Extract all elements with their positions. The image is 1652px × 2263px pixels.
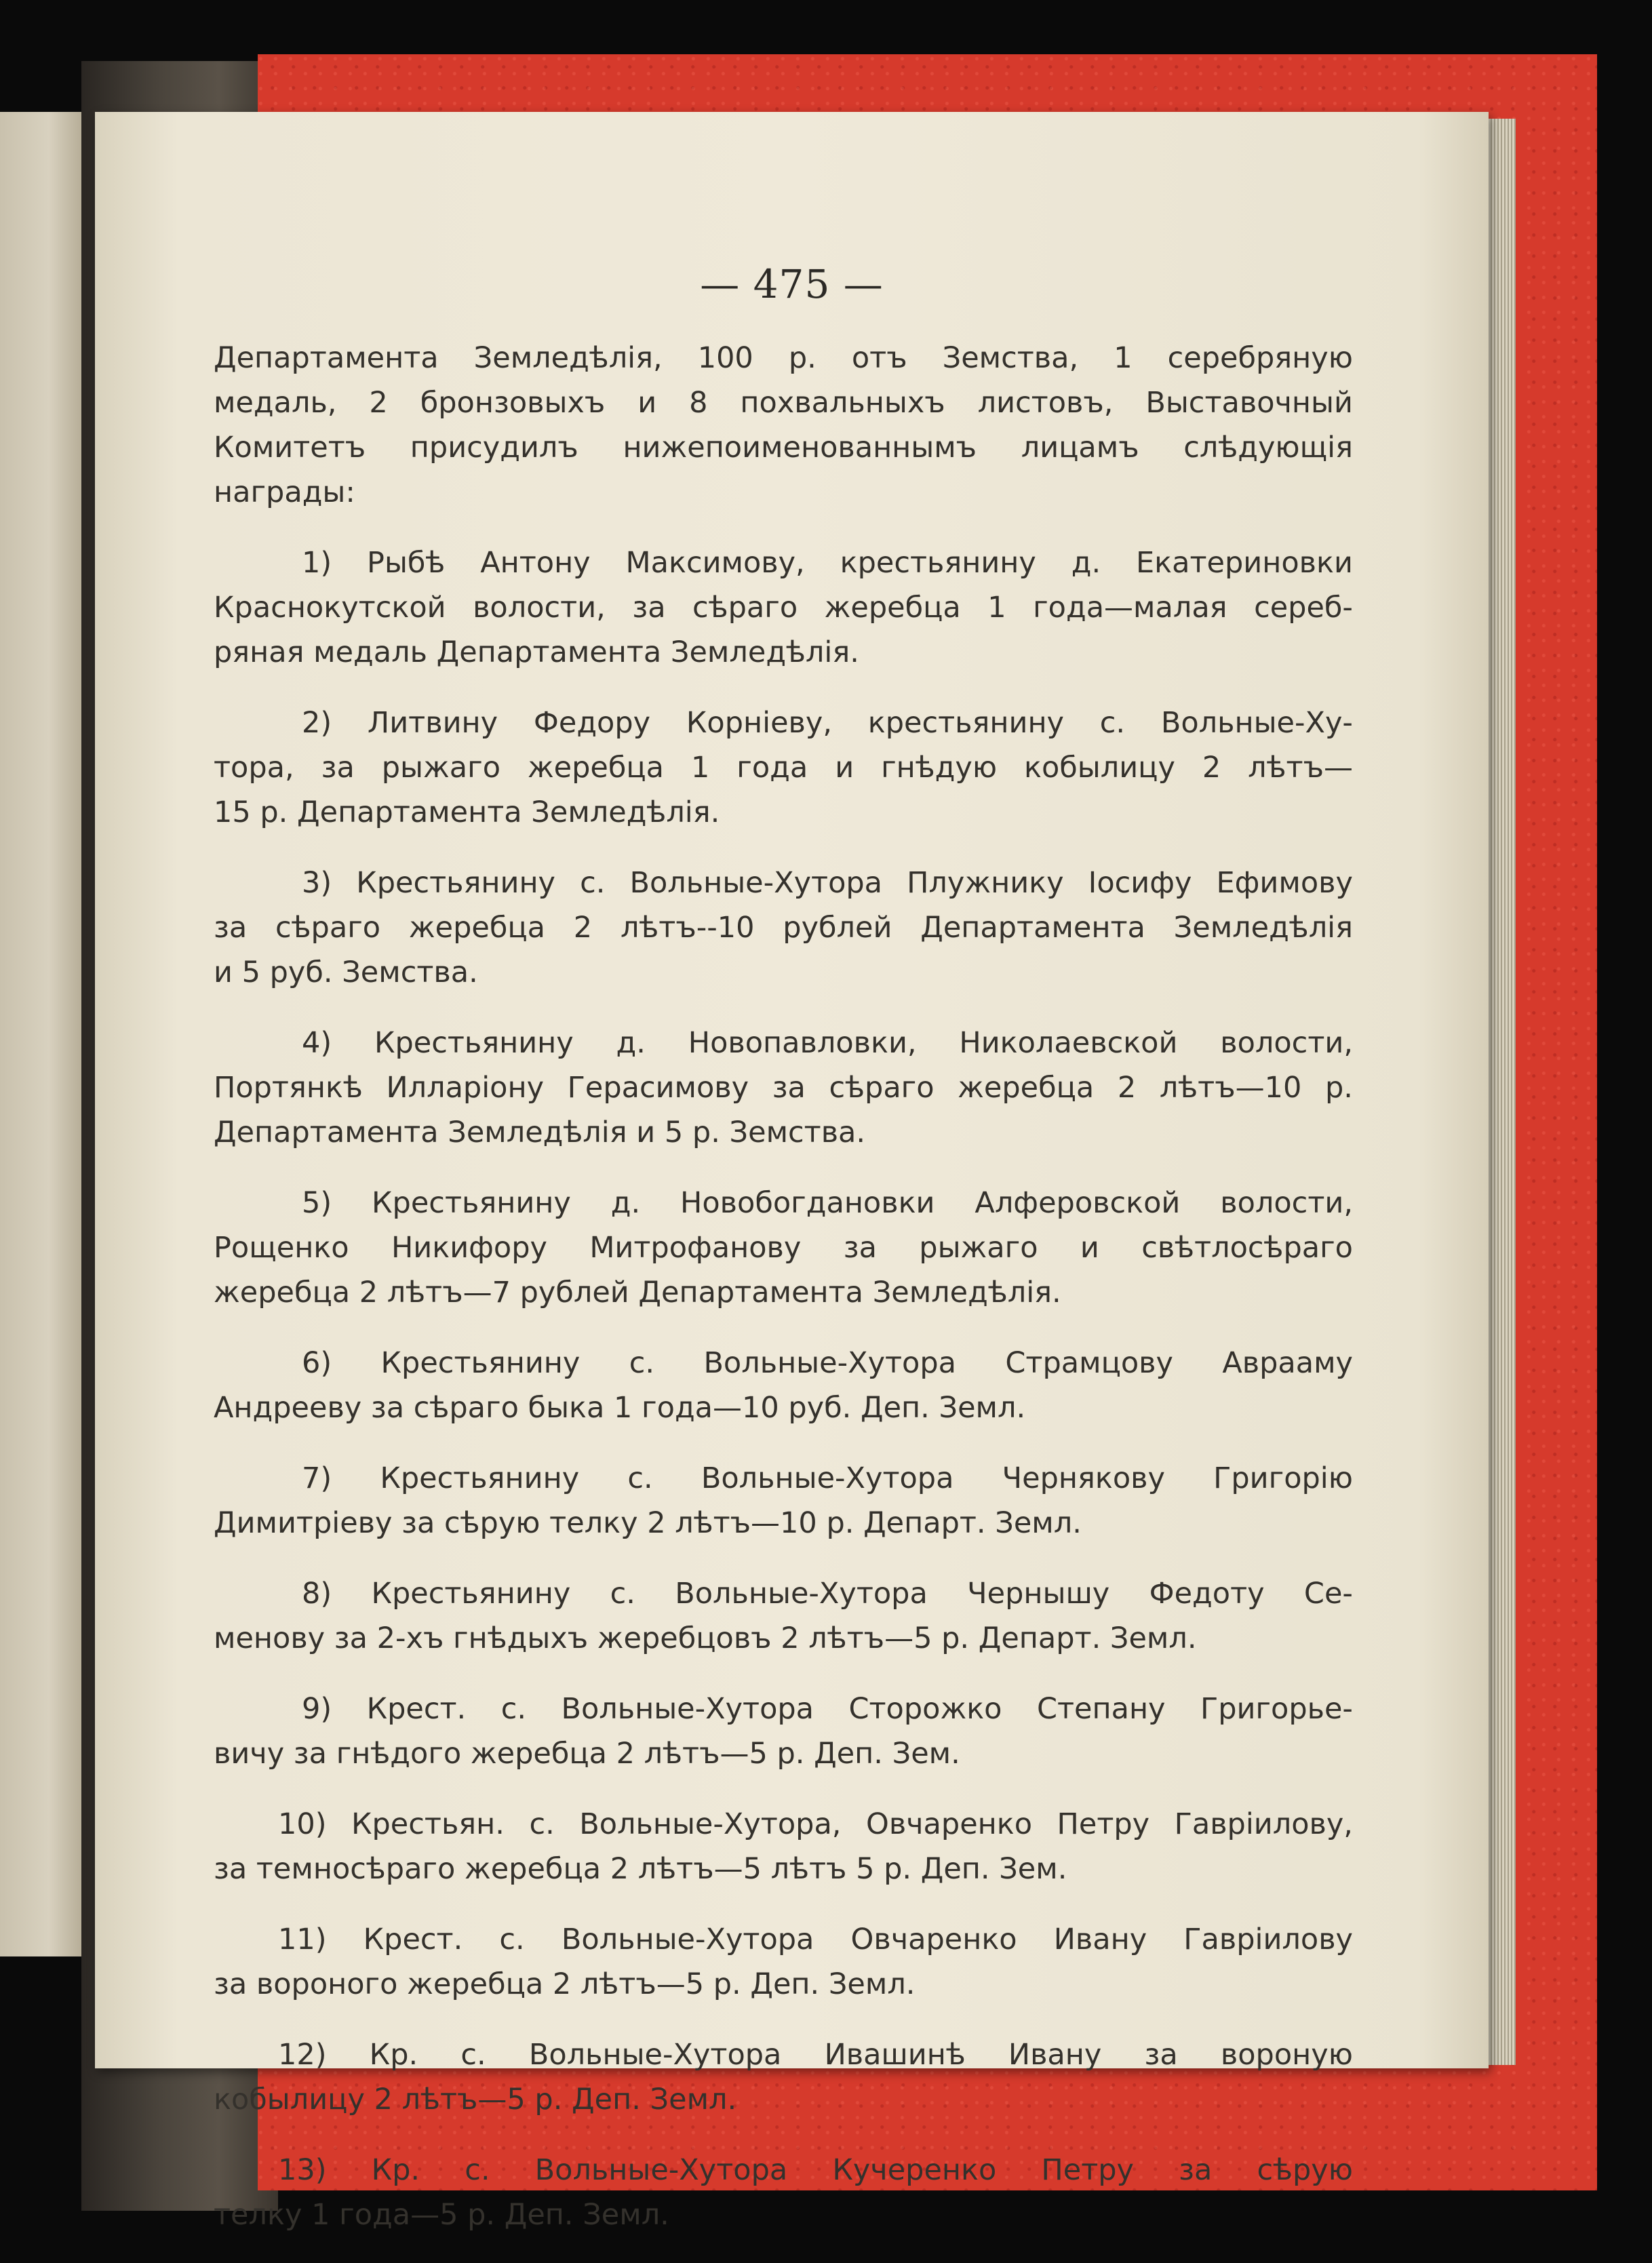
text-line: Андрееву за сѣраго быка 1 года—10 руб. Деп. Земл. (214, 1391, 1026, 1425)
text-line: и 5 руб. Земства. (214, 956, 478, 989)
text-line: 8) Крестьянину с. Вольные-Хутора Чернышу Федоту Се- (302, 1577, 1353, 1611)
paragraph (214, 1181, 1353, 1315)
text-line: кобылицу 2 лѣтъ—5 р. Деп. Земл. (214, 2083, 737, 2117)
text-line: Рощенко Никифору Митрофанову за рыжаго и свѣтлосѣраго (214, 1231, 1353, 1265)
text-line: 3) Крестьянину с. Вольные-Хутора Плужнику Іосифу Ефимову (302, 866, 1353, 900)
text-line: 11) Крест. с. Вольные-Хутора Овчаренко Ивану Гавріилову (278, 1923, 1353, 1956)
text-line: Комитетъ присудилъ нижепоименованнымъ лицамъ слѣдующія (214, 431, 1353, 465)
paragraph (214, 1341, 1353, 1430)
text-line: Департамента Земледѣлія и 5 р. Земства. (214, 1116, 866, 1149)
paragraph (214, 2148, 1353, 2237)
text-line: 10) Крестьян. с. Вольные-Хутора, Овчаренко Петру Гавріилову, (278, 1807, 1353, 1841)
text-line: 12) Кр. с. Вольные-Хутора Ивашинѣ Ивану за вороную (278, 2038, 1353, 2072)
text-line: за сѣраго жеребца 2 лѣтъ--10 рублей Департамента Земледѣлія (214, 911, 1353, 945)
paragraph (214, 1456, 1353, 1546)
paragraph (214, 861, 1353, 995)
text-line: Департамента Земледѣлія, 100 р. отъ Земства, 1 серебряную (214, 341, 1353, 375)
text-line: ряная медаль Департамента Земледѣлія. (214, 635, 859, 669)
text-line: 1) Рыбѣ Антону Максимову, крестьянину д. Екатериновки (302, 546, 1353, 580)
text-line: 15 р. Департамента Земледѣлія. (214, 795, 720, 829)
paragraph (214, 1802, 1353, 1891)
text-line: Димитріеву за сѣрую телку 2 лѣтъ—10 р. Департ. Земл. (214, 1506, 1082, 1540)
text-line: тора, за рыжаго жеребца 1 года и гнѣдую кобылицу 2 лѣтъ— (214, 751, 1353, 785)
left-page-edge (0, 112, 81, 1956)
text-line: вичу за гнѣдого жеребца 2 лѣтъ—5 р. Деп. Зем. (214, 1737, 960, 1771)
text-line: Портянкѣ Илларіону Герасимову за сѣраго жеребца 2 лѣтъ—10 р. (214, 1071, 1353, 1105)
text-line: менову за 2-хъ гнѣдыхъ жеребцовъ 2 лѣтъ—5 р. Департ. Земл. (214, 1621, 1197, 1655)
text-line: Краснокутской волости, за сѣраго жеребца 1 года—малая сереб- (214, 591, 1353, 625)
text-line: жеребца 2 лѣтъ—7 рублей Департамента Земледѣлія. (214, 1276, 1061, 1310)
paragraph (214, 1021, 1353, 1155)
paragraph (214, 2032, 1353, 2122)
paragraph (214, 1571, 1353, 1661)
text-line: телку 1 года—5 р. Деп. Земл. (214, 2198, 669, 2232)
page-number: — 475 — (700, 261, 884, 307)
paragraph (214, 1917, 1353, 2007)
text-line: награды: (214, 475, 355, 509)
paragraph (214, 1687, 1353, 1776)
paragraph (214, 540, 1353, 675)
paragraph (214, 336, 1353, 515)
text-line: за вороного жеребца 2 лѣтъ—5 р. Деп. Земл. (214, 1967, 916, 2001)
text-line: 7) Крестьянину с. Вольные-Хутора Чернякову Григорію (302, 1461, 1353, 1495)
page-text (214, 336, 1353, 2263)
text-line: за темносѣраго жеребца 2 лѣтъ—5 лѣтъ 5 р. Деп. Зем. (214, 1852, 1067, 1886)
text-line: 6) Крестьянину с. Вольные-Хутора Страмцову Аврааму (302, 1346, 1353, 1380)
text-line: 9) Крест. с. Вольные-Хутора Сторожко Степану Григорье- (302, 1692, 1353, 1726)
text-line: 2) Литвину Федору Корніеву, крестьянину с. Вольные-Ху- (302, 706, 1353, 740)
text-line: медаль, 2 бронзовыхъ и 8 похвальныхъ листовъ, Выставочный (214, 386, 1353, 420)
text-line: 5) Крестьянину д. Новобогдановки Алферовской волости, (302, 1186, 1353, 1220)
text-line: 4) Крестьянину д. Новопавловки, Николаевской волости, (302, 1026, 1353, 1060)
paragraph (214, 701, 1353, 835)
text-line: 13) Кр. с. Вольные-Хутора Кучеренко Петру за сѣрую (278, 2153, 1353, 2187)
book-page (95, 112, 1489, 2232)
